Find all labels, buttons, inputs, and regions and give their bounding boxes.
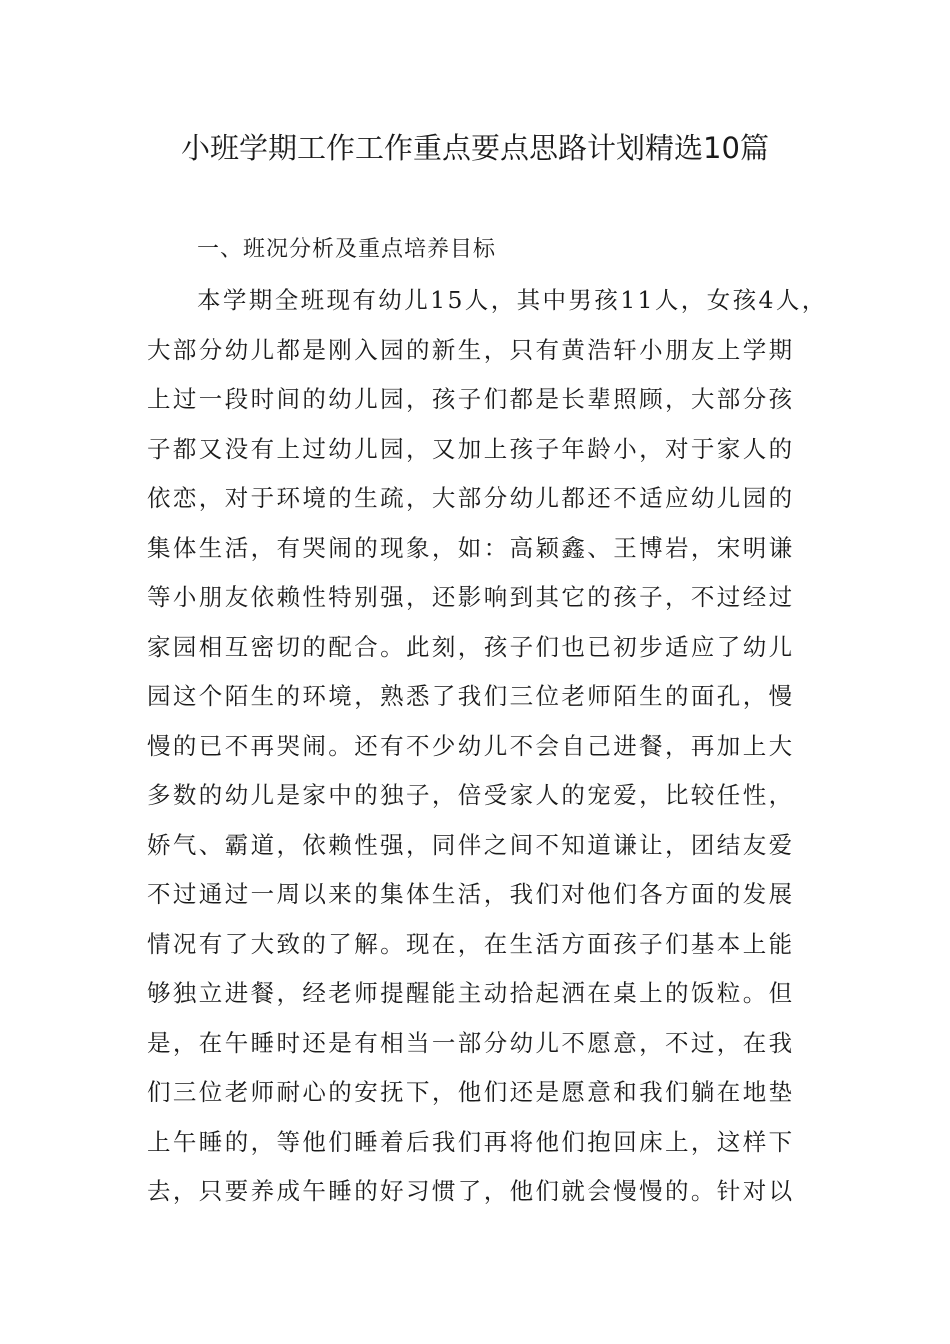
body-line: 家园相互密切的配合。此刻，孩子们也已初步适应了幼儿 — [147, 632, 795, 661]
document-title: 小班学期工作工作重点要点思路计划精选10篇 — [181, 131, 769, 165]
body-line: 依恋，对于环境的生疏，大部分幼儿都还不适应幼儿园的 — [147, 484, 795, 512]
body-line: 慢的已不再哭闹。还有不少幼儿不会自己进餐，再加上大 — [147, 731, 795, 760]
body-line: 够独立进餐，经老师提醒能主动拾起洒在桌上的饭粒。但 — [147, 979, 795, 1007]
body-line: 本学期全班现有幼儿15人，其中男孩11人，女孩4人， — [197, 286, 828, 314]
body-line: 娇气、霸道，依赖性强，同伴之间不知道谦让，团结友爱 — [147, 830, 795, 859]
body-line: 集体生活，有哭闹的现象，如：高颖鑫、王博岩，宋明谦 — [147, 533, 795, 562]
body-line: 上午睡的，等他们睡着后我们再将他们抱回床上，这样下 — [147, 1127, 795, 1156]
body-line: 子都又没有上过幼儿园，又加上孩子年龄小，对于家人的 — [147, 434, 795, 463]
section-heading: 一、班况分析及重点培养目标 — [197, 237, 497, 262]
body-line: 大部分幼儿都是刚入园的新生，只有黄浩轩小朋友上学期 — [147, 335, 795, 364]
body-line: 多数的幼儿是家中的独子，倍受家人的宠爱，比较任性， — [147, 781, 795, 809]
body-line: 情况有了大致的了解。现在，在生活方面孩子们基本上能 — [147, 929, 795, 958]
body-line: 们三位老师耐心的安抚下，他们还是愿意和我们躺在地垫 — [147, 1078, 795, 1106]
body-line: 园这个陌生的环境，熟悉了我们三位老师陌生的面孔，慢 — [147, 682, 795, 710]
body-line: 等小朋友依赖性特别强，还影响到其它的孩子，不过经过 — [147, 583, 795, 611]
body-line: 不过通过一周以来的集体生活，我们对他们各方面的发展 — [147, 880, 795, 908]
body-line: 去，只要养成午睡的好习惯了，他们就会慢慢的。针对以 — [147, 1177, 795, 1205]
body-line: 是，在午睡时还是有相当一部分幼儿不愿意，不过，在我 — [147, 1028, 795, 1057]
body-line: 上过一段时间的幼儿园，孩子们都是长辈照顾，大部分孩 — [147, 385, 795, 413]
